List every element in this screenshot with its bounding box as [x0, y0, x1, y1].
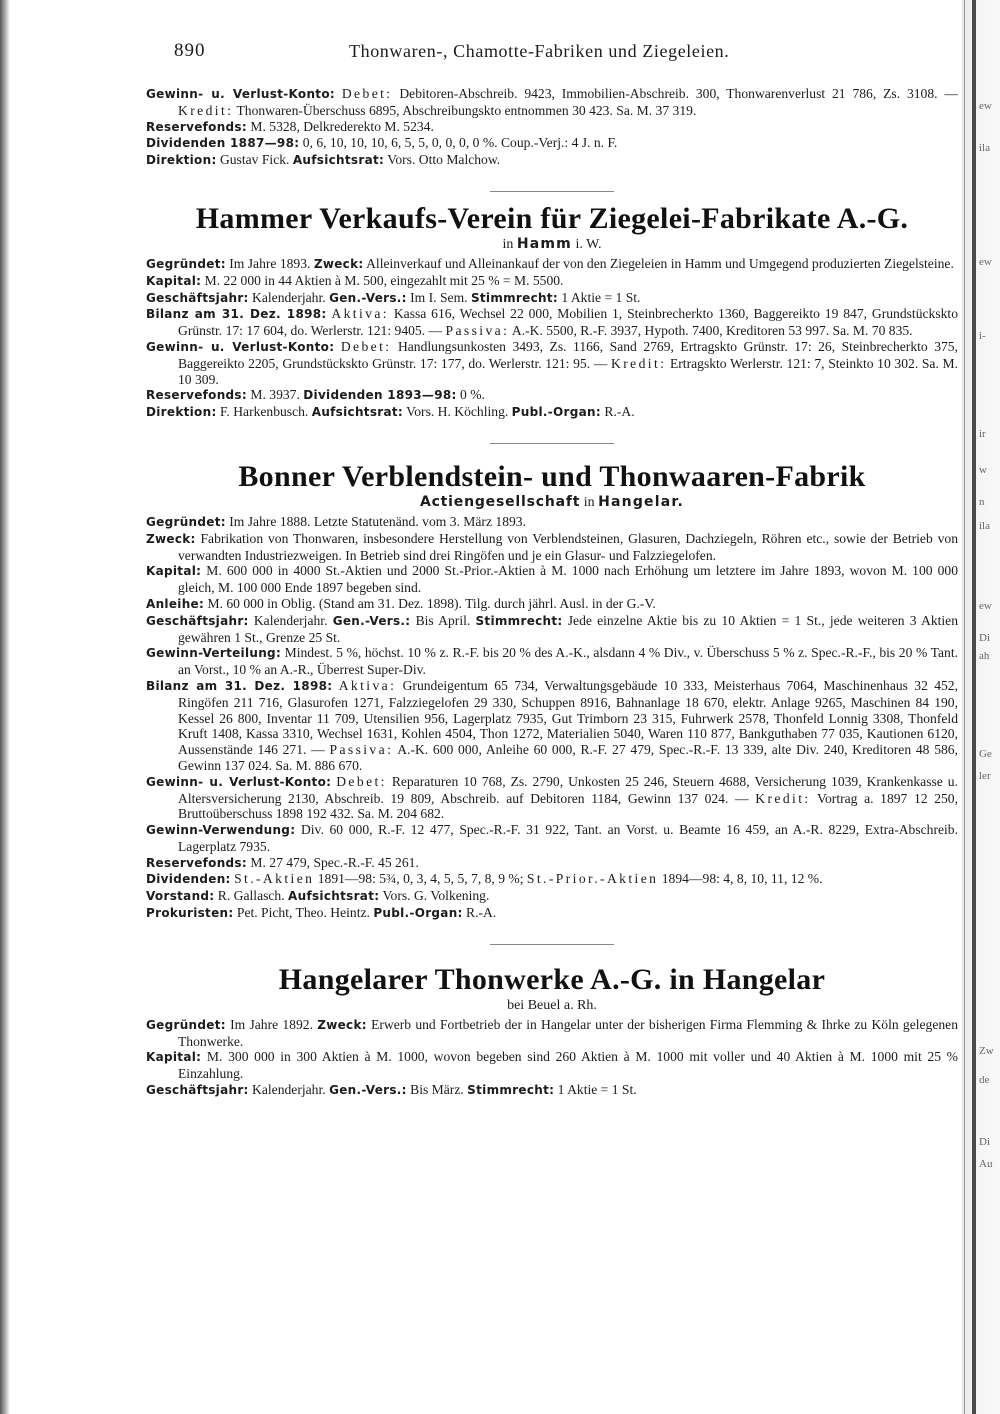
- field-label: Reservefonds:: [146, 855, 247, 870]
- spaced-keyword: Debet:: [341, 86, 393, 101]
- inline-field-label: Publ.-Organ:: [373, 906, 463, 921]
- field-text: Debitoren-Abschreib. 9423, Immobilien-Abschreib. 300, Thonwarenverlust 21 786, Zs. 3108. —: [392, 86, 958, 101]
- entry-paragraph: [146, 596, 958, 613]
- field-text: Kalenderjahr.: [248, 1082, 330, 1098]
- binding-line: [972, 0, 976, 1414]
- entry-paragraph: [146, 404, 958, 421]
- field-text: Vors. G. Volkening.: [379, 888, 490, 904]
- spaced-keyword: St.-Aktien: [234, 871, 315, 887]
- spaced-keyword: Passiva:: [329, 742, 394, 758]
- facing-page-fragment: ew: [979, 100, 992, 112]
- field-text: Pet. Picht, Theo. Heintz.: [233, 905, 374, 921]
- field-label: Geschäftsjahr:: [146, 290, 249, 305]
- field-text: Handlungsunkosten 3493, Zs. 1166, Sand 2769, Ertragskto Grünstr. 17: 26, Steinbrecherkto 375, Baggereikto 2205, Grundstückskto Grünstr. 17: 177, do. Werlerstr. 121: 95. —: [178, 338, 958, 371]
- entry-paragraph: [146, 339, 958, 387]
- facing-page-fragment: Zw: [979, 1045, 994, 1057]
- page-edge-shadow: [0, 0, 10, 1414]
- location-text: in: [502, 236, 517, 252]
- facing-page-fragment: Di: [979, 632, 990, 644]
- spaced-keyword: Kredit:: [755, 790, 811, 806]
- field-text: M. 3937.: [246, 387, 304, 403]
- spaced-keyword: Debet:: [336, 773, 387, 789]
- spaced-keyword: Aktiva:: [338, 677, 397, 693]
- entry-paragraph: [146, 514, 958, 531]
- company-form: Actiengesellschaft: [419, 493, 581, 510]
- field-text: 1891—98: 5¾, 0, 3, 4, 5, 5, 7, 8, 9 %;: [314, 871, 527, 887]
- field-text: 1894—98: 4, 8, 10, 11, 12 %.: [658, 871, 823, 887]
- location-text: i. W.: [571, 236, 602, 252]
- field-label: Reservefonds:: [146, 388, 247, 403]
- company-title: Hammer Verkaufs-Verein für Ziegelei-Fabrikate A.-G.: [195, 201, 909, 235]
- facing-page-fragment: ila: [979, 520, 990, 532]
- previous-entry-continuation: [146, 86, 958, 169]
- facing-page-fragment: ila: [979, 142, 990, 154]
- field-text: Gustav Fick.: [216, 152, 293, 168]
- field-text: [335, 86, 342, 101]
- field-label: Kapital:: [146, 1050, 202, 1065]
- field-label: Anleihe:: [146, 596, 205, 611]
- field-label: Gegründet:: [146, 1017, 226, 1032]
- field-label: Kapital:: [146, 273, 202, 288]
- field-text: Grundeigentum 65 734, Verwaltungsgebäude 10 333, Meisterhaus 7064, Maschinenhaus 32 452, Ringöfen 211 716, Glasurofen 1271, Falzziegelofen 29 330, Schuppen 8916, Bahnanlage 18 670, elektr. Anlage 9265, Maschinen 84 190, Kessel 26 800, Inventar 11 709, Utensilien 956, Lagerplatz 7935, Gut Trimborn 23 315, Fuhrwerk 2578, Thonfeld Lonnig 3308, Thonfeld Kruft 1408, Kassa 3310, Wechsel 1631, Kohlen 4504, Thon 1272, Materialien 5040, Waren 110 877, Bankguthaben 77 035, Kautionen 6120, Aussenstände 146 271. —: [178, 677, 959, 758]
- facing-page-fragment: de: [979, 1074, 990, 1086]
- inline-field-label: Aufsichtsrat:: [292, 153, 385, 168]
- entry-paragraph: [146, 1017, 958, 1050]
- field-text: 0, 6, 10, 10, 10, 6, 5, 5, 0, 0, 0, 0 %. Coup.-Verj.: 4 J. n. F.: [299, 135, 618, 151]
- field-text: Jede einzelne Aktie bis zu 10 Aktien = 1 St., jede weiteren 3 Aktien gewähren 1 St., Grenze 25 St.: [178, 612, 958, 645]
- entry-paragraph: [146, 256, 958, 273]
- entry-paragraph: [146, 871, 958, 888]
- inline-field-label: Zweck:: [317, 1017, 367, 1032]
- field-text: Bis März.: [406, 1082, 468, 1098]
- spaced-keyword: Kredit:: [178, 102, 234, 118]
- field-text: M. 5328, Delkrederekto M. 5234.: [246, 118, 434, 134]
- spaced-keyword: Aktiva:: [331, 306, 389, 322]
- company-location: [146, 494, 958, 511]
- field-text: Vortrag a. 1897 12 250, Bruttoüberschuss 1898 192 432. Sa. M. 204 682.: [178, 790, 958, 822]
- gutter-edge-line: [964, 0, 965, 1414]
- facing-page-fragment: Au: [979, 1158, 993, 1170]
- field-text: Kalenderjahr.: [248, 612, 333, 628]
- running-head: [174, 40, 834, 64]
- field-text: 1 Aktie = 1 St.: [554, 1082, 637, 1098]
- field-text: Div. 60 000, R.-F. 12 477, Spec.-R.-F. 31 922, Tant. an Vorst. u. Beamte 16 459, an A.-R. 8229, Extra-Abschreib. Lagerplatz 7935.: [178, 822, 958, 854]
- field-text: Vors. Otto Malchow.: [384, 152, 501, 168]
- field-label: Gewinn- u. Verlust-Konto:: [146, 87, 335, 101]
- entry-paragraph: [146, 678, 958, 774]
- field-text: Fabrikation von Thonwaren, insbesondere Herstellung von Verblendsteinen, Glasuren, Dachziegeln, Röhren etc., sowie der Betrieb von verwandten Industriezweigen. In Betrieb sind drei Ringöfen und je ein Glasur- und Falzziegelofen.: [178, 530, 958, 563]
- location-text: in: [580, 494, 599, 510]
- field-label: Zweck:: [146, 531, 196, 546]
- entry-paragraph: [146, 563, 958, 596]
- field-label: Gegründet:: [146, 256, 226, 271]
- entry-paragraph: [146, 290, 958, 307]
- spaced-keyword: Kredit:: [611, 355, 667, 371]
- section-divider: [490, 443, 614, 444]
- entry-paragraph: [146, 855, 958, 872]
- inline-field-label: Aufsichtsrat:: [288, 889, 380, 904]
- facing-page-fragment: ew: [979, 600, 992, 612]
- field-label: Dividenden:: [146, 872, 231, 887]
- company-entries: [146, 191, 958, 1099]
- inline-field-label: Gen.-Vers.:: [329, 290, 407, 305]
- entry-paragraph: [146, 822, 958, 855]
- entry-paragraph: [146, 1049, 958, 1082]
- inline-field-label: Stimmrecht:: [470, 290, 558, 305]
- company-location: [146, 997, 958, 1014]
- inline-field-label: Publ.-Organ:: [511, 405, 602, 420]
- entry-paragraph: [146, 306, 958, 339]
- facing-page-fragment: ler: [979, 770, 991, 782]
- location-text: bei Beuel a. Rh.: [507, 997, 597, 1013]
- field-text: Im Jahre 1892.: [225, 1016, 318, 1032]
- spaced-keyword: Passiva:: [445, 323, 510, 339]
- facing-page-fragment: w: [979, 464, 987, 476]
- field-text: Alleinverkauf und Alleinankauf der von den Ziegeleien in Hamm und Umgegend produzierten Ziegelsteine.: [363, 255, 954, 271]
- section-divider: [490, 944, 614, 945]
- entry-paragraph: [146, 152, 958, 169]
- field-label: Gewinn-Verteilung:: [146, 646, 282, 661]
- spaced-keyword: St.-Prior.-Aktien: [526, 871, 659, 887]
- field-text: M. 22 000 in 44 Aktien à M. 500, eingezahlt mit 25 % = M. 5500.: [201, 272, 564, 288]
- facing-page-fragment: ew: [979, 256, 992, 268]
- field-text: A.-K. 600 000, Anleihe 60 000, R.-F. 27 479, Spec.-R.-F. 13 339, alte Div. 240, Kreditoren 48 586, Gewinn 137 024. Sa. M. 886 670.: [178, 742, 958, 773]
- entry-paragraph: [146, 119, 958, 136]
- entry-paragraph: [146, 613, 958, 646]
- field-text: R.-A.: [462, 905, 497, 921]
- company-title: Bonner Verblendstein- und Thonwaaren-Fabrik: [238, 459, 866, 493]
- city-name: Hangelar.: [598, 493, 685, 510]
- field-text: F. Harkenbusch.: [216, 404, 312, 420]
- field-text: M. 27 479, Spec.-R.-F. 45 261.: [246, 854, 419, 870]
- field-text: Im Jahre 1888. Letzte Statutenänd. vom 3. März 1893.: [225, 513, 526, 529]
- inline-field-label: Aufsichtsrat:: [311, 405, 404, 420]
- field-label: Gewinn- u. Verlust-Konto:: [146, 774, 332, 789]
- company-title: Hangelarer Thonwerke A.-G. in Hangelar: [278, 962, 826, 996]
- field-text: R.-A.: [601, 404, 635, 420]
- facing-page-fragment: n: [979, 496, 985, 508]
- inline-field-label: Stimmrecht:: [475, 613, 563, 628]
- entry-paragraph: [146, 273, 958, 290]
- field-label: Gewinn-Verwendung:: [146, 823, 296, 838]
- field-label: Reservefonds:: [146, 119, 247, 134]
- field-label: Vorstand:: [146, 889, 215, 904]
- field-label: Prokuristen:: [146, 906, 234, 921]
- entry-paragraph: [146, 774, 958, 822]
- field-label: Direktion:: [146, 405, 217, 420]
- page-content: [146, 86, 958, 1099]
- field-text: R. Gallasch.: [214, 888, 289, 904]
- field-text: Im I. Sem.: [406, 289, 471, 305]
- field-text: A.-K. 5500, R.-F. 3937, Hypoth. 7400, Kreditoren 53 997. Sa. M. 70 835.: [509, 323, 913, 339]
- field-label: Geschäftsjahr:: [146, 1083, 249, 1098]
- field-label: Bilanz am 31. Dez. 1898:: [146, 678, 333, 693]
- entry-paragraph: [146, 531, 958, 564]
- city-name: Hamm: [516, 235, 572, 252]
- field-text: Bis April.: [410, 612, 476, 628]
- field-label: Gewinn- u. Verlust-Konto:: [146, 339, 335, 354]
- field-text: Kalenderjahr.: [248, 289, 330, 305]
- field-label: Geschäftsjahr:: [146, 613, 249, 628]
- entry-paragraph: [146, 1082, 958, 1099]
- inline-field-label: Gen.-Vers.:: [329, 1083, 407, 1098]
- company-location: [146, 236, 958, 253]
- field-text: Kassa 616, Wechsel 22 000, Mobilien 1, Steinbrecherkto 1360, Baggereikto 19 847, Grundstückskto Grünstr. 17: 17 604, do. Werlerstr. 121: 9405. —: [178, 306, 958, 339]
- field-text: Mindest. 5 %, höchst. 10 % z. R.-F. bis 20 % des A.-K., alsdann 4 % Div., v. Überschuss 5 % z. Spec.-R.-F., bis 20 % Tant. an Vorst., 10 % an A.-R., Überrest Super-Div.: [178, 645, 958, 678]
- inline-field-label: Gen.-Vers.:: [332, 613, 411, 628]
- field-label: Bilanz am 31. Dez. 1898:: [146, 307, 327, 322]
- field-text: Vors. H. Köchling.: [403, 404, 512, 420]
- facing-page-fragment: Di: [979, 1136, 990, 1148]
- inline-field-label: Dividenden 1893—98:: [303, 388, 457, 403]
- entry-paragraph: [146, 387, 958, 404]
- field-text: Erwerb und Fortbetrieb der in Hangelar unter der bisherigen Firma Flemming & Ihrke zu Köln gelegenen Thonwerke.: [178, 1016, 958, 1049]
- entry-paragraph: [146, 905, 958, 922]
- facing-page-fragment: ir: [979, 428, 986, 440]
- entry-paragraph: [146, 86, 958, 119]
- field-text: Thonwaren-Überschuss 6895, Abschreibungskto entnommen 30 423. Sa. M. 37 319.: [233, 102, 697, 118]
- facing-page-gutter: [962, 0, 1000, 1414]
- entry-paragraph: [146, 135, 958, 152]
- running-title: Thonwaren-, Chamotte-Fabriken und Ziegeleien.: [349, 41, 730, 61]
- field-label: Kapital:: [146, 564, 202, 579]
- entry-paragraph: [146, 888, 958, 905]
- facing-page-fragment: ah: [979, 650, 990, 662]
- facing-page-fragment: i-: [979, 330, 986, 342]
- facing-page-fragment: Ge: [979, 748, 992, 760]
- field-text: Im Jahre 1893.: [225, 255, 314, 271]
- page-number: 890: [174, 40, 206, 61]
- field-text: M. 600 000 in 4000 St.-Aktien und 2000 St.-Prior.-Aktien à M. 1000 nach Erhöhung um letztere im Jahre 1893, wovon M. 100 000 gleich, M. 100 000 Ende 1897 begeben sind.: [178, 563, 958, 596]
- inline-field-label: Stimmrecht:: [467, 1083, 555, 1098]
- field-text: M. 60 000 in Oblig. (Stand am 31. Dez. 1898). Tilg. durch jährl. Ausl. in der G.-V.: [204, 595, 656, 611]
- field-text: M. 300 000 in 300 Aktien à M. 1000, wovon begeben sind 260 Aktien à M. 1000 mit voller und 40 Aktien à M. 1000 mit 25 % Einzahlung.: [178, 1049, 958, 1082]
- field-label: Dividenden 1887—98:: [146, 136, 300, 151]
- field-text: Ertragskto Werlerstr. 121: 7, Steinkto 10 302. Sa. M. 10 309.: [178, 355, 958, 387]
- spaced-keyword: Debet:: [340, 338, 392, 354]
- field-text: Reparaturen 10 768, Zs. 2790, Unkosten 25 246, Steuern 4688, Versicherung 1039, Krankenkasse u. Altersversicherung 2130, Abschreib. 19 809, Abschreib. auf Debitoren 1184, Gewinn 137 024. —: [178, 773, 958, 806]
- field-text: 1 Aktie = 1 St.: [558, 289, 641, 305]
- field-label: Direktion:: [146, 153, 217, 168]
- field-label: Gegründet:: [146, 514, 226, 529]
- inline-field-label: Zweck:: [313, 256, 364, 271]
- entry-paragraph: [146, 645, 958, 678]
- field-text: 0 %.: [456, 387, 485, 403]
- section-divider: [490, 191, 614, 192]
